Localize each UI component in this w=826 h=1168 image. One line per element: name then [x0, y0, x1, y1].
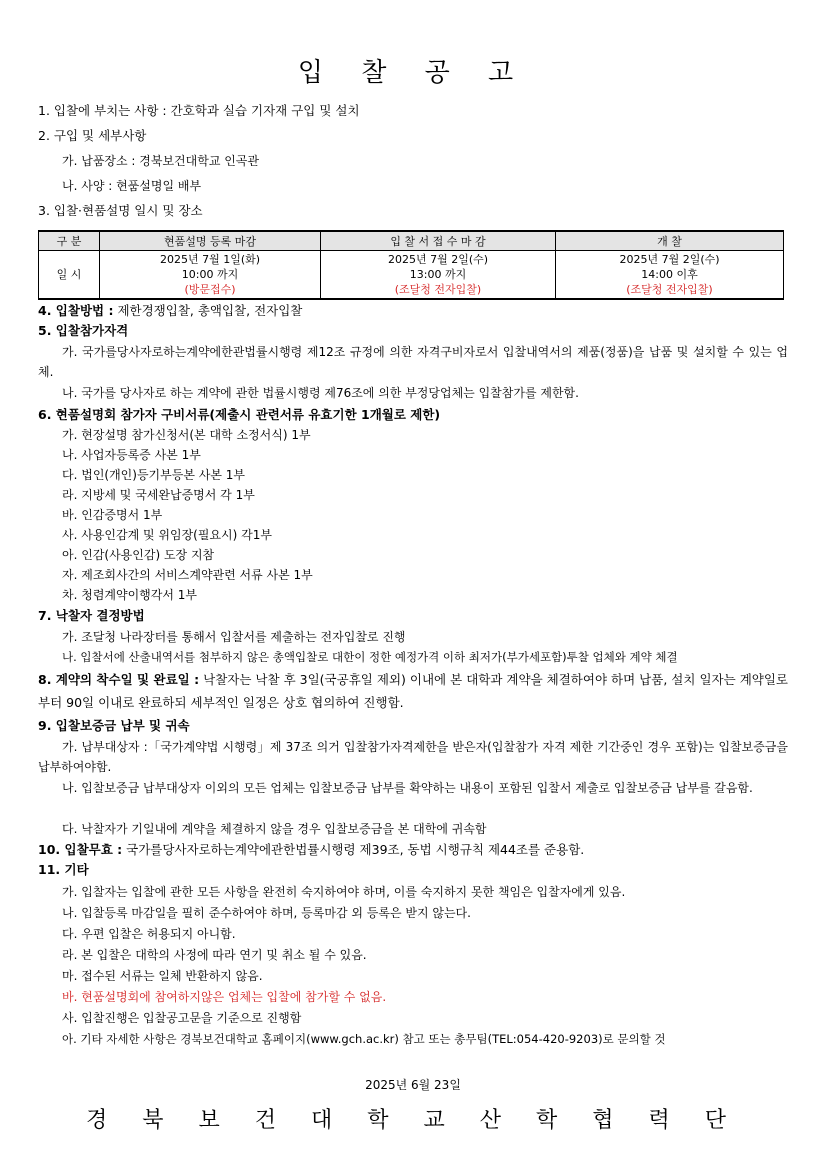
organization-name: 경 북 보 건 대 학 교 산 학 협 력 단 [86, 1108, 740, 1133]
section-9-heading: 9. 입찰보증금 납부 및 귀속 [38, 718, 190, 733]
header-cell: 입 찰 서 접 수 마 감 [321, 231, 556, 251]
cell-note: (방문접수) [184, 283, 236, 296]
section-6-heading: 6. 현품설명회 참가자 구비서류(제출시 관련서류 유효기한 1개월로 제한) [38, 407, 441, 422]
section-9-item: 나. 입찰보증금 납부대상자 이외의 모든 업체는 입찰보증금 납부를 확약하는 내용이 포함된 입찰서 제출로 입찰보증금 납부를 갈음함. [62, 781, 753, 795]
section-8 [38, 668, 788, 714]
section-2-item: 가. 납품장소 : 경북보건대학교 인곡관 [62, 154, 259, 168]
header-cell: 현품설명 등록 마감 [100, 231, 321, 251]
section-7-item: 나. 입찰서에 산출내역서를 첨부하지 않은 총액입찰로 대한이 정한 예정가격 이하 최저가(부가세포함)투찰 업체와 계약 체결 [62, 650, 678, 664]
section-8-text: 낙찰자는 낙찰 후 3일(국공휴일 제외) 이내에 본 대학과 계약을 체결하여야 하며 납품, 설치 일자는 계약일로부터 90일 이내로 완료하되 세부적인 일정은 상호 협의하여 진행함. [38, 672, 788, 710]
section-6-item: 사. 사용인감계 및 위임장(필요시) 각1부 [62, 528, 272, 542]
document-title: 입 찰 공 고 [297, 58, 529, 88]
schedule-header-row [39, 231, 784, 251]
section-6-item: 다. 법인(개인)등기부등본 사본 1부 [62, 468, 245, 482]
section-4-text: 제한경쟁입찰, 총액입찰, 전자입찰 [117, 303, 303, 318]
section-7-item: 가. 조달청 나라장터를 통해서 입찰서를 제출하는 전자입찰로 진행 [62, 630, 406, 644]
section-2-heading: 2. 구입 및 세부사항 [38, 128, 147, 143]
section-11-item: 사. 입찰진행은 입찰공고문을 기준으로 진행함 [62, 1011, 302, 1025]
cell-time: 14:00 이후 [641, 268, 698, 281]
section-10-label: 10. 입찰무효 : [38, 842, 123, 857]
section-6-item: 차. 청렴계약이행각서 1부 [62, 588, 197, 602]
row-label: 일 시 [39, 251, 100, 300]
section-6-item: 자. 제조회사간의 서비스계약관련 서류 사본 1부 [62, 568, 313, 582]
schedule-cell [321, 251, 556, 300]
section-7-heading: 7. 낙찰자 결정방법 [38, 608, 145, 623]
section-6-item: 아. 인감(사용인감) 도장 지참 [62, 548, 215, 562]
cell-date: 2025년 7월 1일(화) [159, 253, 261, 266]
section-11-item: 라. 본 입찰은 대학의 사정에 따라 연기 및 취소 될 수 있음. [62, 948, 367, 962]
section-10-text: 국가를당사자로하는계약에관한법률시행령 제39조, 동법 시행규칙 제44조를 준용함. [126, 842, 585, 857]
section-8-label: 8. 계약의 착수일 및 완료일 : [38, 672, 200, 687]
section-11-heading: 11. 기타 [38, 862, 89, 877]
section-4-label: 4. 입찰방법 : [38, 303, 114, 318]
cell-note: (조달청 전자입찰) [394, 283, 482, 296]
section-11-item: 다. 우편 입찰은 허용되지 아니함. [62, 927, 236, 941]
header-cell: 개 찰 [556, 231, 784, 251]
cell-time: 13:00 까지 [409, 268, 467, 281]
schedule-table [38, 230, 784, 300]
schedule-row [39, 251, 784, 300]
section-9-item: 다. 낙찰자가 기일내에 계약을 체결하지 않을 경우 입찰보증금을 본 대학에 귀속함 [62, 822, 487, 836]
announcement-date: 2025년 6월 23일 [365, 1078, 461, 1092]
cell-date: 2025년 7월 2일(수) [387, 253, 489, 266]
cell-time: 10:00 까지 [181, 268, 239, 281]
section-3-heading: 3. 입찰·현품설명 일시 및 장소 [38, 203, 203, 218]
section-10 [38, 842, 584, 858]
section-11-item: 마. 접수된 서류는 일체 반환하지 않음. [62, 969, 263, 983]
section-2-item: 나. 사양 : 현품설명일 배부 [62, 179, 202, 193]
section-11-item: 아. 기타 자세한 사항은 경북보건대학교 홈페이지(www.gch.ac.kr) 참고 또는 총무팀(TEL:054-420-9203)로 문의할 것 [62, 1032, 666, 1046]
section-5-item: 나. 국가를 당사자로 하는 계약에 관한 법률시행령 제76조에 의한 부정당업체는 입찰참가를 제한함. [62, 386, 579, 400]
section-6-item: 가. 현장설명 참가신청서(본 대학 소정서식) 1부 [62, 428, 311, 442]
section-5-heading: 5. 입찰참가자격 [38, 323, 129, 338]
section-9-item: 가. 납부대상자 :「국가계약법 시행령」제 37조 의거 입찰참가자격제한을 받은자(입찰참가 자격 제한 기간중인 경우 포함)는 입찰보증금을 납부하여야함. [38, 740, 788, 774]
header-cell: 구 분 [39, 231, 100, 251]
section-5-item: 가. 국가를당사자로하는계약에한관법률시행령 제12조 규정에 의한 자격구비자로서 입찰내역서의 제품(정품)을 납품 및 설치할 수 있는 업체. [38, 345, 788, 379]
section-6-item: 라. 지방세 및 국세완납증명서 각 1부 [62, 488, 255, 502]
section-4 [38, 303, 302, 319]
section-11-item-warning: 바. 현품설명회에 참여하지않은 업체는 입찰에 참가할 수 없음. [62, 990, 387, 1004]
cell-date: 2025년 7월 2일(수) [619, 253, 720, 266]
section-1: 1. 입찰에 부치는 사항 : 간호학과 실습 기자재 구입 및 설치 [38, 103, 360, 118]
schedule-cell [100, 251, 321, 300]
section-6-item: 나. 사업자등록증 사본 1부 [62, 448, 201, 462]
section-6-item: 바. 인감증명서 1부 [62, 508, 163, 522]
section-11-item: 가. 입찰자는 입찰에 관한 모든 사항을 완전히 숙지하여야 하며, 이를 숙지하지 못한 책임은 입찰자에게 있음. [62, 885, 626, 899]
schedule-cell [556, 251, 784, 300]
cell-note: (조달청 전자입찰) [626, 283, 713, 296]
section-11-item: 나. 입찰등록 마감일을 필히 준수하여야 하며, 등록마감 외 등록은 받지 않는다. [62, 906, 471, 920]
